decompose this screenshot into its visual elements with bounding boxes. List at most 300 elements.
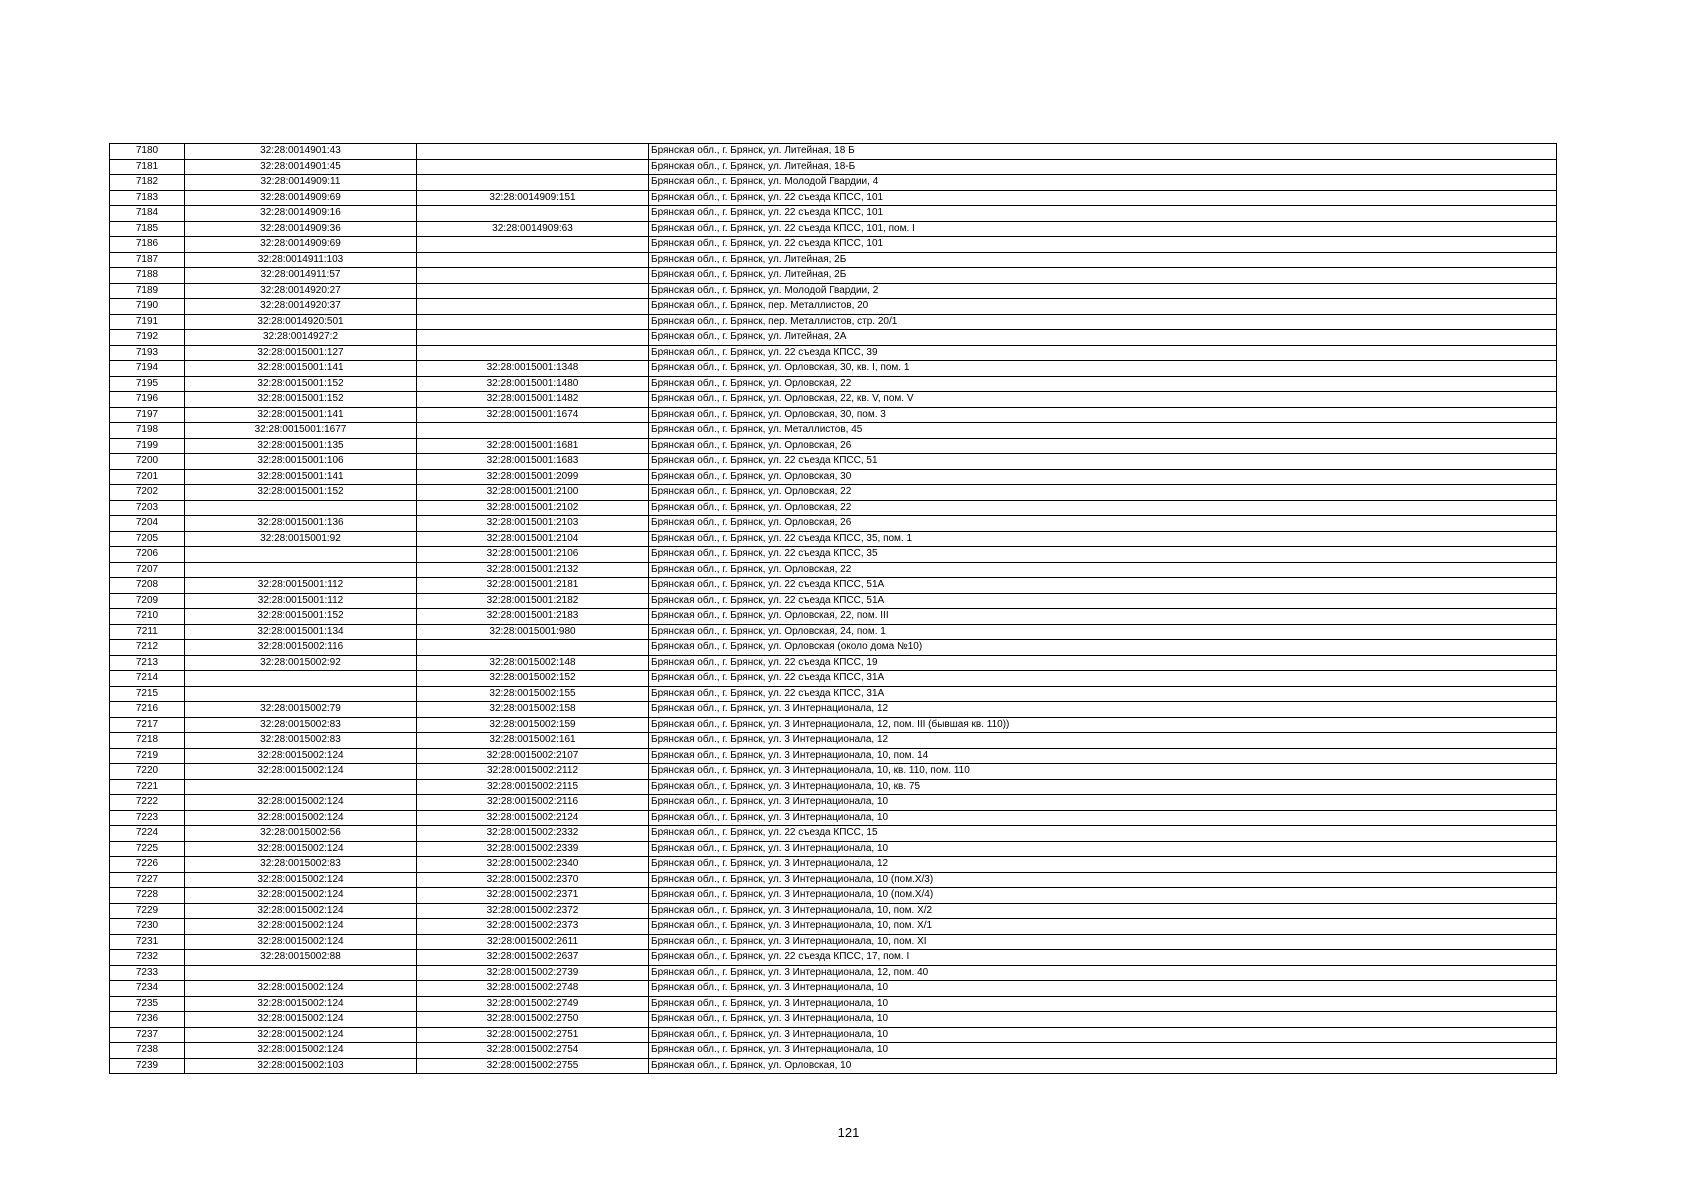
row-number-cell: 7218 <box>110 733 185 749</box>
cadastral-number-cell <box>185 671 417 687</box>
cadastral-number-cell: 32:28:0015001:141 <box>185 469 417 485</box>
table-row <box>110 314 1557 330</box>
cadastral-number-cell: 32:28:0015002:92 <box>185 655 417 671</box>
related-cadastral-number-cell: 32:28:0015001:2182 <box>417 593 649 609</box>
row-number-cell: 7206 <box>110 547 185 563</box>
table-row <box>110 702 1557 718</box>
row-number-cell: 7197 <box>110 407 185 423</box>
address-cell: Брянская обл., г. Брянск, ул. Орловская, 22 <box>649 376 1557 392</box>
address-cell: Брянская обл., г. Брянск, ул. Орловская, 24, пом. 1 <box>649 624 1557 640</box>
address-cell: Брянская обл., г. Брянск, ул. 3 Интернационала, 10, кв. 110, пом. 110 <box>649 764 1557 780</box>
related-cadastral-number-cell: 32:28:0015001:2103 <box>417 516 649 532</box>
row-number-cell: 7205 <box>110 531 185 547</box>
cadastral-number-cell: 32:28:0015002:124 <box>185 903 417 919</box>
related-cadastral-number-cell: 32:28:0015002:2332 <box>417 826 649 842</box>
row-number-cell: 7215 <box>110 686 185 702</box>
address-cell: Брянская обл., г. Брянск, ул. Молодой Гвардии, 2 <box>649 283 1557 299</box>
related-cadastral-number-cell <box>417 423 649 439</box>
row-number-cell: 7187 <box>110 252 185 268</box>
row-number-cell: 7210 <box>110 609 185 625</box>
related-cadastral-number-cell: 32:28:0015001:980 <box>417 624 649 640</box>
related-cadastral-number-cell: 32:28:0015001:2104 <box>417 531 649 547</box>
address-cell: Брянская обл., г. Брянск, ул. 22 съезда КПСС, 19 <box>649 655 1557 671</box>
row-number-cell: 7183 <box>110 190 185 206</box>
table-row <box>110 423 1557 439</box>
row-number-cell: 7198 <box>110 423 185 439</box>
related-cadastral-number-cell: 32:28:0015001:2102 <box>417 500 649 516</box>
row-number-cell: 7216 <box>110 702 185 718</box>
row-number-cell: 7239 <box>110 1058 185 1074</box>
related-cadastral-number-cell: 32:28:0015001:1674 <box>417 407 649 423</box>
related-cadastral-number-cell: 32:28:0015001:2181 <box>417 578 649 594</box>
row-number-cell: 7181 <box>110 159 185 175</box>
cadastral-number-cell: 32:28:0015001:92 <box>185 531 417 547</box>
table-row <box>110 376 1557 392</box>
related-cadastral-number-cell <box>417 144 649 160</box>
cadastral-number-cell: 32:28:0014909:69 <box>185 190 417 206</box>
cadastral-number-cell: 32:28:0015002:124 <box>185 748 417 764</box>
row-number-cell: 7184 <box>110 206 185 222</box>
address-cell: Брянская обл., г. Брянск, ул. 22 съезда КПСС, 101 <box>649 237 1557 253</box>
cadastral-number-cell: 32:28:0015001:152 <box>185 392 417 408</box>
row-number-cell: 7228 <box>110 888 185 904</box>
related-cadastral-number-cell: 32:28:0015002:2754 <box>417 1043 649 1059</box>
row-number-cell: 7233 <box>110 965 185 981</box>
related-cadastral-number-cell: 32:28:0015002:2751 <box>417 1027 649 1043</box>
related-cadastral-number-cell <box>417 206 649 222</box>
row-number-cell: 7224 <box>110 826 185 842</box>
address-cell: Брянская обл., г. Брянск, ул. 3 Интернационала, 12, пом. III (бывшая кв. 110)) <box>649 717 1557 733</box>
cadastral-number-cell: 32:28:0015001:134 <box>185 624 417 640</box>
cadastral-number-cell: 32:28:0014920:501 <box>185 314 417 330</box>
table-row <box>110 748 1557 764</box>
address-cell: Брянская обл., г. Брянск, ул. Орловская, 30, пом. 3 <box>649 407 1557 423</box>
address-cell: Брянская обл., г. Брянск, ул. Орловская, 26 <box>649 516 1557 532</box>
related-cadastral-number-cell: 32:28:0015001:2099 <box>417 469 649 485</box>
table-row <box>110 578 1557 594</box>
property-table <box>109 143 1557 1074</box>
table-row <box>110 624 1557 640</box>
row-number-cell: 7182 <box>110 175 185 191</box>
row-number-cell: 7230 <box>110 919 185 935</box>
related-cadastral-number-cell: 32:28:0015002:2637 <box>417 950 649 966</box>
row-number-cell: 7186 <box>110 237 185 253</box>
address-cell: Брянская обл., г. Брянск, ул. 22 съезда КПСС, 15 <box>649 826 1557 842</box>
related-cadastral-number-cell <box>417 268 649 284</box>
address-cell: Брянская обл., г. Брянск, ул. Металлистов, 45 <box>649 423 1557 439</box>
table-row <box>110 392 1557 408</box>
related-cadastral-number-cell: 32:28:0015002:161 <box>417 733 649 749</box>
address-cell: Брянская обл., г. Брянск, пер. Металлистов, стр. 20/1 <box>649 314 1557 330</box>
cadastral-number-cell: 32:28:0015002:79 <box>185 702 417 718</box>
table-row <box>110 190 1557 206</box>
cadastral-number-cell: 32:28:0014909:16 <box>185 206 417 222</box>
cadastral-number-cell: 32:28:0015001:141 <box>185 407 417 423</box>
row-number-cell: 7227 <box>110 872 185 888</box>
related-cadastral-number-cell <box>417 252 649 268</box>
cadastral-number-cell: 32:28:0015001:106 <box>185 454 417 470</box>
address-cell: Брянская обл., г. Брянск, ул. 3 Интернационала, 10, пом. XI <box>649 934 1557 950</box>
address-cell: Брянская обл., г. Брянск, ул. Литейная, 2А <box>649 330 1557 346</box>
cadastral-number-cell: 32:28:0015002:124 <box>185 810 417 826</box>
table-row <box>110 919 1557 935</box>
cadastral-number-cell: 32:28:0015002:124 <box>185 996 417 1012</box>
table-row <box>110 159 1557 175</box>
table-row <box>110 454 1557 470</box>
row-number-cell: 7220 <box>110 764 185 780</box>
cadastral-number-cell: 32:28:0015001:141 <box>185 361 417 377</box>
related-cadastral-number-cell: 32:28:0015002:155 <box>417 686 649 702</box>
address-cell: Брянская обл., г. Брянск, ул. 3 Интернационала, 12, пом. 40 <box>649 965 1557 981</box>
table-row <box>110 500 1557 516</box>
table-row <box>110 888 1557 904</box>
table-row <box>110 872 1557 888</box>
row-number-cell: 7221 <box>110 779 185 795</box>
cadastral-number-cell: 32:28:0015002:124 <box>185 764 417 780</box>
row-number-cell: 7214 <box>110 671 185 687</box>
table-row <box>110 764 1557 780</box>
address-cell: Брянская обл., г. Брянск, ул. 22 съезда КПСС, 39 <box>649 345 1557 361</box>
cadastral-number-cell: 32:28:0015002:124 <box>185 934 417 950</box>
related-cadastral-number-cell <box>417 283 649 299</box>
related-cadastral-number-cell: 32:28:0015001:2132 <box>417 562 649 578</box>
related-cadastral-number-cell: 32:28:0015002:2371 <box>417 888 649 904</box>
address-cell: Брянская обл., г. Брянск, ул. Орловская, 22 <box>649 485 1557 501</box>
address-cell: Брянская обл., г. Брянск, ул. 3 Интернационала, 10 <box>649 1027 1557 1043</box>
address-cell: Брянская обл., г. Брянск, ул. 3 Интернационала, 10, кв. 75 <box>649 779 1557 795</box>
related-cadastral-number-cell: 32:28:0015001:1681 <box>417 438 649 454</box>
cadastral-number-cell: 32:28:0015002:83 <box>185 857 417 873</box>
cadastral-number-cell <box>185 547 417 563</box>
cadastral-number-cell: 32:28:0014920:37 <box>185 299 417 315</box>
related-cadastral-number-cell: 32:28:0015001:2100 <box>417 485 649 501</box>
table-row <box>110 485 1557 501</box>
table-row <box>110 903 1557 919</box>
row-number-cell: 7222 <box>110 795 185 811</box>
row-number-cell: 7202 <box>110 485 185 501</box>
related-cadastral-number-cell: 32:28:0015002:2370 <box>417 872 649 888</box>
row-number-cell: 7237 <box>110 1027 185 1043</box>
row-number-cell: 7231 <box>110 934 185 950</box>
address-cell: Брянская обл., г. Брянск, ул. 22 съезда КПСС, 101 <box>649 190 1557 206</box>
address-cell: Брянская обл., г. Брянск, ул. 3 Интернационала, 10, пом. Х/1 <box>649 919 1557 935</box>
cadastral-number-cell: 32:28:0015002:83 <box>185 733 417 749</box>
table-row <box>110 810 1557 826</box>
address-cell: Брянская обл., г. Брянск, ул. Орловская, 30 <box>649 469 1557 485</box>
cadastral-number-cell: 32:28:0015002:124 <box>185 888 417 904</box>
cadastral-number-cell: 32:28:0015002:124 <box>185 795 417 811</box>
address-cell: Брянская обл., г. Брянск, ул. 3 Интернационала, 10 <box>649 795 1557 811</box>
table-row <box>110 733 1557 749</box>
address-cell: Брянская обл., г. Брянск, ул. 3 Интернационала, 10 <box>649 810 1557 826</box>
cadastral-number-cell: 32:28:0015002:124 <box>185 872 417 888</box>
address-cell: Брянская обл., г. Брянск, ул. Орловская, 22, кв. V, пом. V <box>649 392 1557 408</box>
table-row <box>110 655 1557 671</box>
address-cell: Брянская обл., г. Брянск, ул. 3 Интернационала, 10 (пом.Х/3) <box>649 872 1557 888</box>
cadastral-number-cell <box>185 779 417 795</box>
table-row <box>110 996 1557 1012</box>
address-cell: Брянская обл., г. Брянск, ул. 22 съезда КПСС, 35, пом. 1 <box>649 531 1557 547</box>
related-cadastral-number-cell: 32:28:0015002:2372 <box>417 903 649 919</box>
row-number-cell: 7194 <box>110 361 185 377</box>
row-number-cell: 7192 <box>110 330 185 346</box>
related-cadastral-number-cell: 32:28:0015002:2107 <box>417 748 649 764</box>
related-cadastral-number-cell: 32:28:0015002:2755 <box>417 1058 649 1074</box>
table-row <box>110 469 1557 485</box>
related-cadastral-number-cell: 32:28:0014909:63 <box>417 221 649 237</box>
table-row <box>110 1012 1557 1028</box>
table-row <box>110 593 1557 609</box>
cadastral-number-cell: 32:28:0015001:152 <box>185 376 417 392</box>
table-row <box>110 516 1557 532</box>
cadastral-number-cell <box>185 965 417 981</box>
cadastral-number-cell: 32:28:0014909:36 <box>185 221 417 237</box>
related-cadastral-number-cell: 32:28:0015002:158 <box>417 702 649 718</box>
table-row <box>110 841 1557 857</box>
address-cell: Брянская обл., г. Брянск, ул. 3 Интернационала, 12 <box>649 733 1557 749</box>
cadastral-number-cell: 32:28:0015001:112 <box>185 578 417 594</box>
row-number-cell: 7217 <box>110 717 185 733</box>
table-row <box>110 717 1557 733</box>
table-row <box>110 221 1557 237</box>
related-cadastral-number-cell: 32:28:0015002:2116 <box>417 795 649 811</box>
table-row <box>110 299 1557 315</box>
cadastral-number-cell: 32:28:0015002:103 <box>185 1058 417 1074</box>
related-cadastral-number-cell: 32:28:0015002:2112 <box>417 764 649 780</box>
address-cell: Брянская обл., г. Брянск, ул. 22 съезда КПСС, 51А <box>649 593 1557 609</box>
row-number-cell: 7207 <box>110 562 185 578</box>
row-number-cell: 7195 <box>110 376 185 392</box>
row-number-cell: 7209 <box>110 593 185 609</box>
related-cadastral-number-cell <box>417 237 649 253</box>
address-cell: Брянская обл., г. Брянск, ул. 3 Интернационала, 12 <box>649 857 1557 873</box>
related-cadastral-number-cell: 32:28:0015001:1348 <box>417 361 649 377</box>
row-number-cell: 7235 <box>110 996 185 1012</box>
related-cadastral-number-cell <box>417 299 649 315</box>
table-row <box>110 206 1557 222</box>
table-row <box>110 268 1557 284</box>
related-cadastral-number-cell <box>417 345 649 361</box>
address-cell: Брянская обл., г. Брянск, ул. 3 Интернационала, 10 (пом.Х/4) <box>649 888 1557 904</box>
cadastral-number-cell: 32:28:0015002:116 <box>185 640 417 656</box>
related-cadastral-number-cell: 32:28:0015002:2115 <box>417 779 649 795</box>
related-cadastral-number-cell: 32:28:0015002:2748 <box>417 981 649 997</box>
related-cadastral-number-cell: 32:28:0015002:2340 <box>417 857 649 873</box>
table-row <box>110 640 1557 656</box>
address-cell: Брянская обл., г. Брянск, ул. 22 съезда КПСС, 101, пом. I <box>649 221 1557 237</box>
address-cell: Брянская обл., г. Брянск, ул. Литейная, 18-Б <box>649 159 1557 175</box>
row-number-cell: 7180 <box>110 144 185 160</box>
table-row <box>110 531 1557 547</box>
row-number-cell: 7236 <box>110 1012 185 1028</box>
table-row <box>110 547 1557 563</box>
related-cadastral-number-cell: 32:28:0015001:2183 <box>417 609 649 625</box>
cadastral-number-cell: 32:28:0015002:124 <box>185 1027 417 1043</box>
address-cell: Брянская обл., г. Брянск, ул. Молодой Гвардии, 4 <box>649 175 1557 191</box>
cadastral-number-cell: 32:28:0014911:103 <box>185 252 417 268</box>
row-number-cell: 7226 <box>110 857 185 873</box>
address-cell: Брянская обл., г. Брянск, ул. 3 Интернационала, 10 <box>649 1043 1557 1059</box>
table-row <box>110 950 1557 966</box>
cadastral-number-cell: 32:28:0015002:83 <box>185 717 417 733</box>
address-cell: Брянская обл., г. Брянск, ул. Орловская, 22 <box>649 500 1557 516</box>
related-cadastral-number-cell: 32:28:0015002:2373 <box>417 919 649 935</box>
related-cadastral-number-cell: 32:28:0015001:1480 <box>417 376 649 392</box>
row-number-cell: 7229 <box>110 903 185 919</box>
row-number-cell: 7193 <box>110 345 185 361</box>
related-cadastral-number-cell: 32:28:0015001:2106 <box>417 547 649 563</box>
address-cell: Брянская обл., г. Брянск, ул. 22 съезда КПСС, 51 <box>649 454 1557 470</box>
row-number-cell: 7191 <box>110 314 185 330</box>
address-cell: Брянская обл., г. Брянск, ул. 22 съезда КПСС, 31А <box>649 671 1557 687</box>
related-cadastral-number-cell: 32:28:0015002:2749 <box>417 996 649 1012</box>
row-number-cell: 7238 <box>110 1043 185 1059</box>
cadastral-number-cell: 32:28:0015002:124 <box>185 919 417 935</box>
table-row <box>110 283 1557 299</box>
table-row <box>110 795 1557 811</box>
table-row <box>110 562 1557 578</box>
row-number-cell: 7190 <box>110 299 185 315</box>
row-number-cell: 7203 <box>110 500 185 516</box>
table-row <box>110 934 1557 950</box>
cadastral-number-cell: 32:28:0015001:135 <box>185 438 417 454</box>
address-cell: Брянская обл., г. Брянск, ул. Орловская, 26 <box>649 438 1557 454</box>
table-row <box>110 345 1557 361</box>
address-cell: Брянская обл., г. Брянск, ул. 22 съезда КПСС, 101 <box>649 206 1557 222</box>
related-cadastral-number-cell: 32:28:0015002:159 <box>417 717 649 733</box>
cadastral-number-cell <box>185 562 417 578</box>
row-number-cell: 7208 <box>110 578 185 594</box>
row-number-cell: 7211 <box>110 624 185 640</box>
row-number-cell: 7212 <box>110 640 185 656</box>
table-row <box>110 779 1557 795</box>
cadastral-number-cell: 32:28:0014911:57 <box>185 268 417 284</box>
table-row <box>110 330 1557 346</box>
cadastral-number-cell: 32:28:0014901:45 <box>185 159 417 175</box>
address-cell: Брянская обл., г. Брянск, ул. 22 съезда КПСС, 31А <box>649 686 1557 702</box>
table-row <box>110 857 1557 873</box>
cadastral-number-cell: 32:28:0015001:112 <box>185 593 417 609</box>
cadastral-number-cell: 32:28:0015002:124 <box>185 1043 417 1059</box>
related-cadastral-number-cell: 32:28:0015002:2124 <box>417 810 649 826</box>
table-row <box>110 252 1557 268</box>
related-cadastral-number-cell <box>417 175 649 191</box>
row-number-cell: 7188 <box>110 268 185 284</box>
row-number-cell: 7223 <box>110 810 185 826</box>
address-cell: Брянская обл., г. Брянск, ул. 3 Интернационала, 10 <box>649 996 1557 1012</box>
address-cell: Брянская обл., г. Брянск, ул. Орловская, 30, кв. I, пом. 1 <box>649 361 1557 377</box>
cadastral-number-cell: 32:28:0015002:124 <box>185 981 417 997</box>
table-row <box>110 1058 1557 1074</box>
cadastral-number-cell: 32:28:0015001:127 <box>185 345 417 361</box>
cadastral-number-cell: 32:28:0015002:124 <box>185 1012 417 1028</box>
cadastral-number-cell: 32:28:0015001:152 <box>185 485 417 501</box>
address-cell: Брянская обл., г. Брянск, ул. 3 Интернационала, 10 <box>649 841 1557 857</box>
address-cell: Брянская обл., г. Брянск, ул. Орловская, 22 <box>649 562 1557 578</box>
row-number-cell: 7234 <box>110 981 185 997</box>
address-cell: Брянская обл., г. Брянск, ул. Орловская, 22, пом. III <box>649 609 1557 625</box>
related-cadastral-number-cell <box>417 640 649 656</box>
row-number-cell: 7185 <box>110 221 185 237</box>
address-cell: Брянская обл., г. Брянск, ул. 3 Интернационала, 10 <box>649 981 1557 997</box>
table-row <box>110 144 1557 160</box>
address-cell: Брянская обл., г. Брянск, ул. Орловская (около дома №10) <box>649 640 1557 656</box>
cadastral-number-cell: 32:28:0015001:152 <box>185 609 417 625</box>
table-row <box>110 671 1557 687</box>
related-cadastral-number-cell: 32:28:0015001:1683 <box>417 454 649 470</box>
related-cadastral-number-cell: 32:28:0015002:148 <box>417 655 649 671</box>
related-cadastral-number-cell: 32:28:0015001:1482 <box>417 392 649 408</box>
table-row <box>110 237 1557 253</box>
table-row <box>110 361 1557 377</box>
address-cell: Брянская обл., г. Брянск, ул. Орловская, 10 <box>649 1058 1557 1074</box>
cadastral-number-cell: 32:28:0014909:11 <box>185 175 417 191</box>
address-cell: Брянская обл., г. Брянск, ул. Литейная, 2Б <box>649 252 1557 268</box>
row-number-cell: 7213 <box>110 655 185 671</box>
row-number-cell: 7225 <box>110 841 185 857</box>
cadastral-number-cell: 32:28:0015002:88 <box>185 950 417 966</box>
related-cadastral-number-cell: 32:28:0015002:2750 <box>417 1012 649 1028</box>
cadastral-number-cell: 32:28:0015001:1677 <box>185 423 417 439</box>
related-cadastral-number-cell <box>417 330 649 346</box>
cadastral-number-cell: 32:28:0015001:136 <box>185 516 417 532</box>
row-number-cell: 7189 <box>110 283 185 299</box>
cadastral-number-cell <box>185 500 417 516</box>
table-row <box>110 609 1557 625</box>
related-cadastral-number-cell <box>417 159 649 175</box>
cadastral-number-cell: 32:28:0015002:124 <box>185 841 417 857</box>
related-cadastral-number-cell: 32:28:0015002:152 <box>417 671 649 687</box>
table-row <box>110 981 1557 997</box>
address-cell: Брянская обл., г. Брянск, ул. 3 Интернационала, 10 <box>649 1012 1557 1028</box>
table-row <box>110 965 1557 981</box>
cadastral-number-cell <box>185 686 417 702</box>
address-cell: Брянская обл., г. Брянск, ул. Литейная, 2Б <box>649 268 1557 284</box>
address-cell: Брянская обл., г. Брянск, ул. 3 Интернационала, 10, пом. 14 <box>649 748 1557 764</box>
related-cadastral-number-cell: 32:28:0015002:2339 <box>417 841 649 857</box>
address-cell: Брянская обл., г. Брянск, ул. Литейная, 18 Б <box>649 144 1557 160</box>
row-number-cell: 7199 <box>110 438 185 454</box>
cadastral-number-cell: 32:28:0014927:2 <box>185 330 417 346</box>
page-number: 121 <box>837 1125 860 1140</box>
table-row <box>110 438 1557 454</box>
row-number-cell: 7232 <box>110 950 185 966</box>
table-row <box>110 175 1557 191</box>
cadastral-number-cell: 32:28:0014920:27 <box>185 283 417 299</box>
address-cell: Брянская обл., г. Брянск, ул. 22 съезда КПСС, 17, пом. I <box>649 950 1557 966</box>
related-cadastral-number-cell: 32:28:0015002:2611 <box>417 934 649 950</box>
row-number-cell: 7204 <box>110 516 185 532</box>
address-cell: Брянская обл., г. Брянск, ул. 3 Интернационала, 12 <box>649 702 1557 718</box>
table-row <box>110 1043 1557 1059</box>
row-number-cell: 7200 <box>110 454 185 470</box>
cadastral-number-cell: 32:28:0015002:56 <box>185 826 417 842</box>
table-row <box>110 826 1557 842</box>
related-cadastral-number-cell: 32:28:0014909:151 <box>417 190 649 206</box>
address-cell: Брянская обл., г. Брянск, ул. 22 съезда КПСС, 35 <box>649 547 1557 563</box>
cadastral-number-cell: 32:28:0014909:69 <box>185 237 417 253</box>
table-row <box>110 686 1557 702</box>
related-cadastral-number-cell: 32:28:0015002:2739 <box>417 965 649 981</box>
row-number-cell: 7201 <box>110 469 185 485</box>
table-body <box>110 144 1557 1074</box>
address-cell: Брянская обл., г. Брянск, ул. 3 Интернационала, 10, пом. Х/2 <box>649 903 1557 919</box>
table-row <box>110 407 1557 423</box>
row-number-cell: 7196 <box>110 392 185 408</box>
address-cell: Брянская обл., г. Брянск, пер. Металлистов, 20 <box>649 299 1557 315</box>
table-row <box>110 1027 1557 1043</box>
row-number-cell: 7219 <box>110 748 185 764</box>
